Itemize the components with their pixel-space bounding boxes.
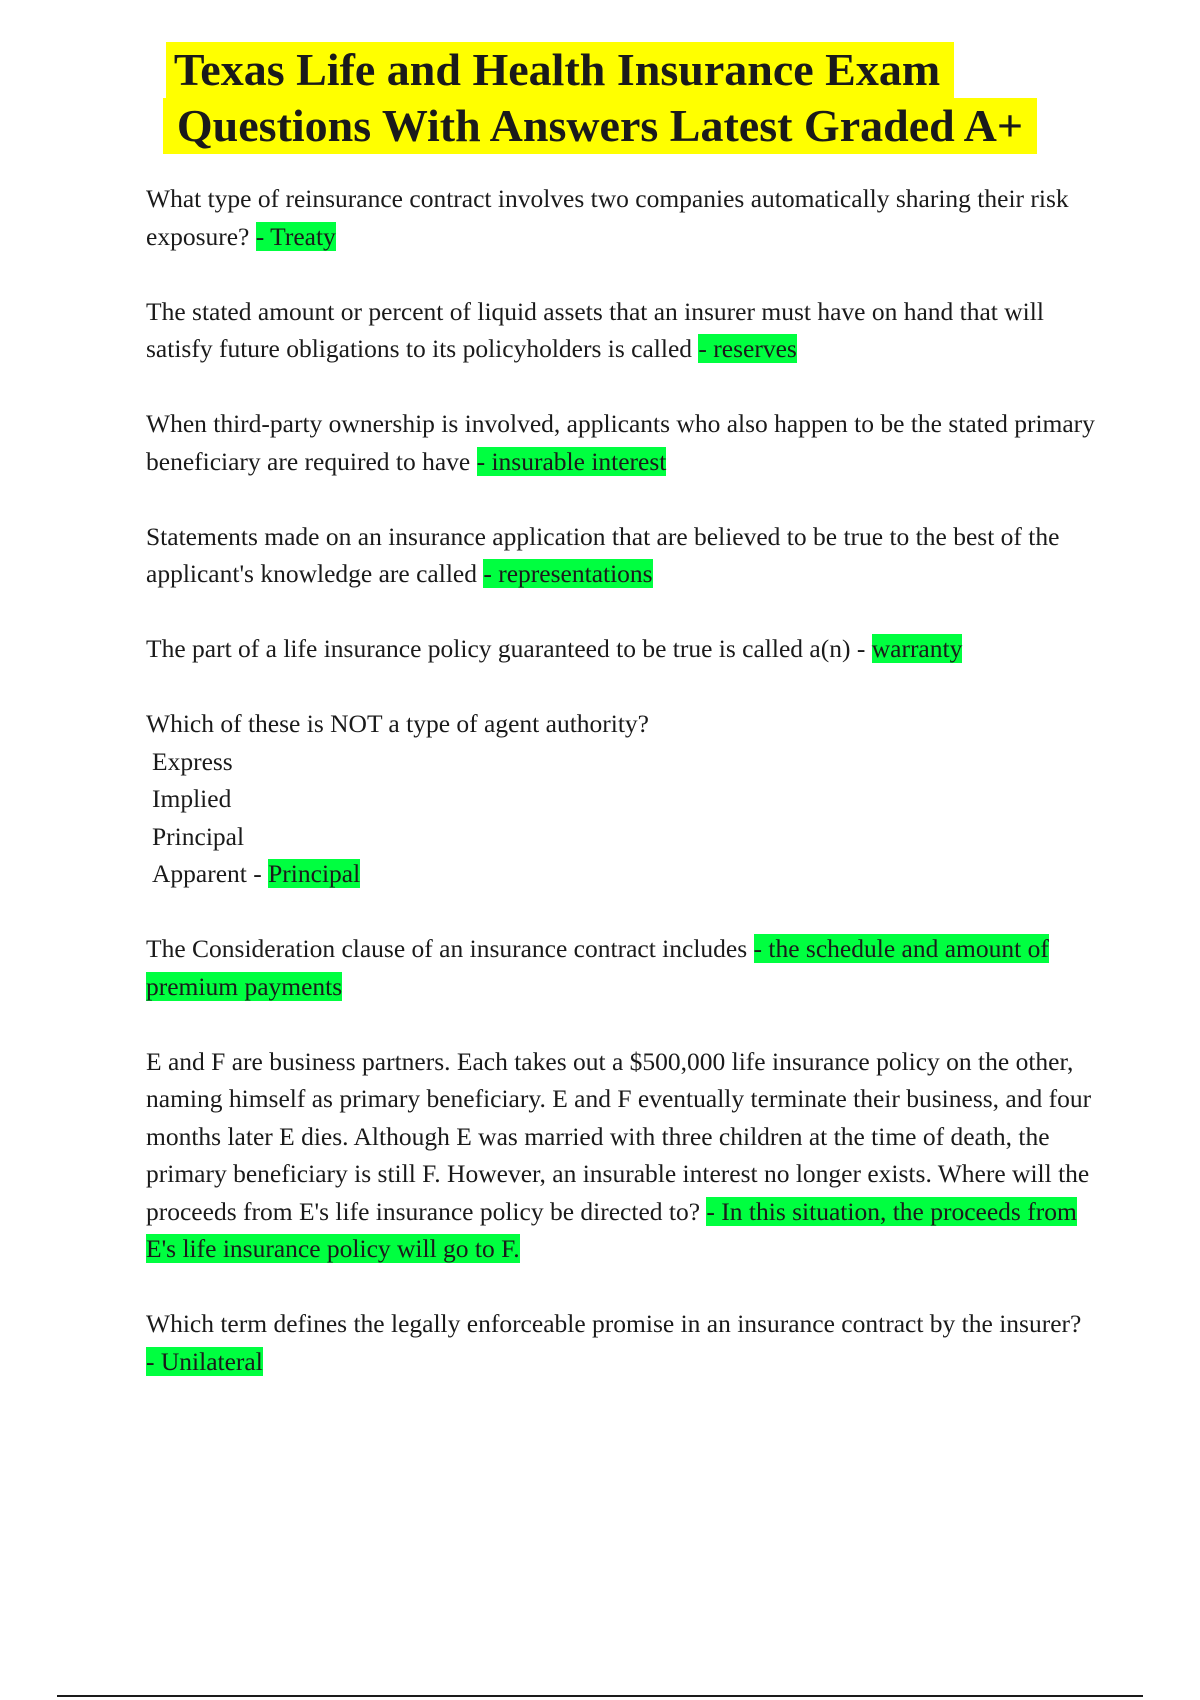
question-text: What type of reinsurance contract involves two companies automatically sharing their risk exposure? — [146, 184, 1069, 251]
question-text: Statements made on an insurance application that are believed to be true to the best of the applicant's knowledge are called — [146, 521, 1060, 588]
question-text: E and F are business partners. Each takes out a $500,000 life insurance policy on the other, naming himself as primary beneficiary. E and F eventually terminate their business, and four months later E dies. Although E was married with three children at the time of death, the primary beneficiary is still F. However, an insurable interest no longer exists. Where will the proceeds from E's life insurance policy be directed to? — [146, 1046, 1092, 1226]
qa-item — [146, 1305, 1096, 1380]
qa-item — [146, 180, 1096, 255]
answer-text: - Treaty — [255, 221, 336, 251]
qa-item — [146, 630, 1096, 668]
option-text: Apparent - — [152, 859, 269, 888]
answer-text: warranty — [871, 634, 963, 663]
qa-item — [146, 518, 1096, 593]
qa-item — [146, 293, 1096, 368]
document-title — [0, 42, 1200, 154]
answer-text: Principal — [268, 859, 361, 888]
qa-item-multiple-choice — [146, 705, 1096, 893]
option-item-with-answer — [152, 855, 1096, 893]
option-list — [146, 743, 1096, 893]
answer-text: - In this situation, the proceeds from E's life insurance policy will go to F. — [146, 1196, 1077, 1263]
question-text: When third-party ownership is involved, applicants who also happen to be the stated primary beneficiary are required to have — [146, 409, 1095, 476]
question-text: Which term defines the legally enforceable promise in an insurance contract by the insurer? — [146, 1309, 1082, 1338]
answer-text: - the schedule and amount of premium payments — [146, 934, 1049, 1001]
option-item: Principal — [152, 821, 245, 851]
answer-text: - representations — [483, 559, 653, 588]
option-item: Express — [152, 746, 233, 776]
question-text: The part of a life insurance policy guaranteed to be true is called a(n) - — [146, 634, 872, 663]
title-line-2: Questions With Answers Latest Graded A+ — [163, 98, 1037, 154]
answer-text: - Unilateral — [146, 1346, 263, 1376]
question-text: The stated amount or percent of liquid assets that an insurer must have on hand that will satisfy future obligations to its policyholders is called — [146, 296, 1044, 363]
question-text: The Consideration clause of an insurance contract includes — [146, 934, 754, 963]
answer-text: - insurable interest — [476, 446, 667, 476]
title-line-1: Texas Life and Health Insurance Exam — [166, 42, 954, 98]
qa-item — [146, 930, 1096, 1005]
answer-text: - reserves — [698, 334, 797, 363]
question-text: Which of these is NOT a type of agent authority? — [146, 709, 650, 738]
option-item: Implied — [152, 784, 232, 813]
qa-item — [146, 405, 1096, 480]
page-bottom-rule — [57, 1695, 1143, 1697]
qa-item — [146, 1043, 1096, 1268]
qa-list — [146, 180, 1096, 1418]
